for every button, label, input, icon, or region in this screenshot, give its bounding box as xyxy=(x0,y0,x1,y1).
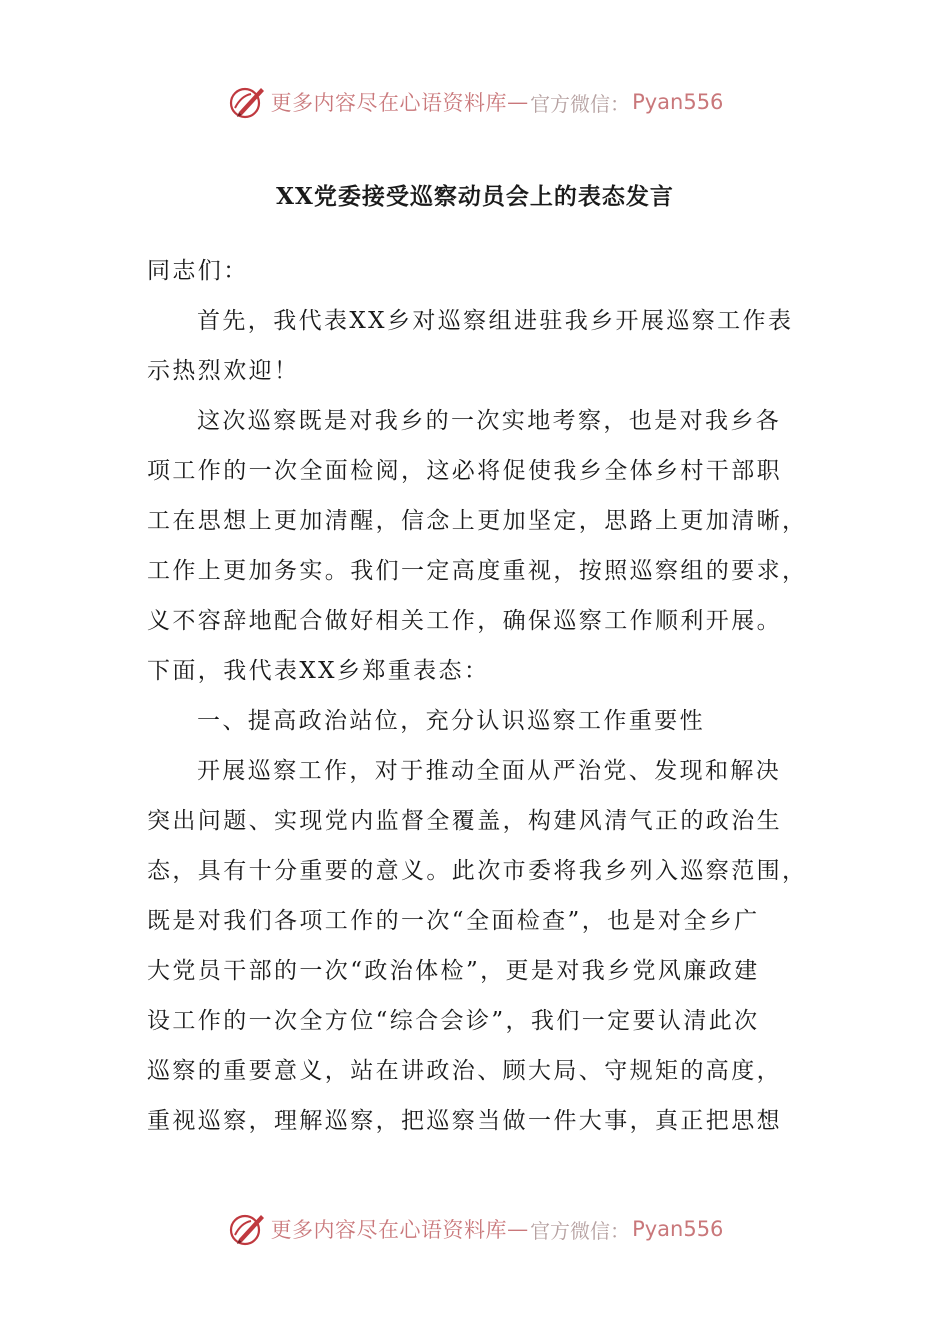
body-line: 示热烈欢迎！ xyxy=(147,358,300,384)
banner-slogan: 更多内容尽在心语资料库 xyxy=(270,1218,508,1242)
footer-watermark xyxy=(0,1209,950,1249)
body-line: 这次巡察既是对我乡的一次实地考察，也是对我乡各 xyxy=(197,408,782,434)
body-line: 既是对我们各项工作的一次“全面检查”，也是对全乡广 xyxy=(147,908,760,934)
body-line: 首先，我代表XX乡对巡察组进驻我乡开展巡察工作表 xyxy=(197,308,794,334)
document-body xyxy=(147,250,807,1150)
body-line: 大党员干部的一次“政治体检”，更是对我乡党风廉政建 xyxy=(147,958,760,984)
body-line: 态，具有十分重要的意义。此次市委将我乡列入巡察范围， xyxy=(147,858,808,884)
body-line: 义不容辞地配合做好相关工作，确保巡察工作顺利开展。 xyxy=(147,608,782,634)
body-line: 下面，我代表XX乡郑重表态： xyxy=(147,658,490,684)
body-line: 巡察的重要意义，站在讲政治、顾大局、守规矩的高度， xyxy=(147,1058,782,1084)
body-line: 设工作的一次全方位“综合会诊”，我们一定要认清此次 xyxy=(147,1008,760,1034)
section-heading: 一、提高政治站位，充分认识巡察工作重要性 xyxy=(197,708,705,734)
banner-wechat-id: Pyan556 xyxy=(632,1217,724,1241)
body-line: 重视巡察，理解巡察，把巡察当做一件大事，真正把思想 xyxy=(147,1108,782,1134)
body-line: 开展巡察工作，对于推动全面从严治党、发现和解决 xyxy=(197,758,782,784)
salutation-line: 同志们： xyxy=(147,258,249,284)
banner-wechat-label: 官方微信： xyxy=(530,91,631,116)
banner-slogan: 更多内容尽在心语资料库 xyxy=(270,91,508,115)
body-line: 工在思想上更加清醒，信念上更加坚定，思路上更加清晰， xyxy=(147,508,808,534)
body-line: 突出问题、实现党内监督全覆盖，构建风清气正的政治生 xyxy=(147,808,782,834)
pen-logo-icon xyxy=(227,1209,267,1249)
body-line: 项工作的一次全面检阅，这必将促使我乡全体乡村干部职 xyxy=(147,458,782,484)
document-title: XX党委接受巡察动员会上的表态发言 xyxy=(276,183,674,210)
banner-dash: — xyxy=(507,1217,529,1241)
banner-wechat-label: 官方微信： xyxy=(530,1218,631,1243)
pen-logo-icon xyxy=(227,82,267,122)
header-watermark xyxy=(0,82,950,122)
body-line: 工作上更加务实。我们一定高度重视，按照巡察组的要求， xyxy=(147,558,808,584)
banner-wechat-id: Pyan556 xyxy=(632,90,724,114)
banner-dash: — xyxy=(507,90,529,114)
